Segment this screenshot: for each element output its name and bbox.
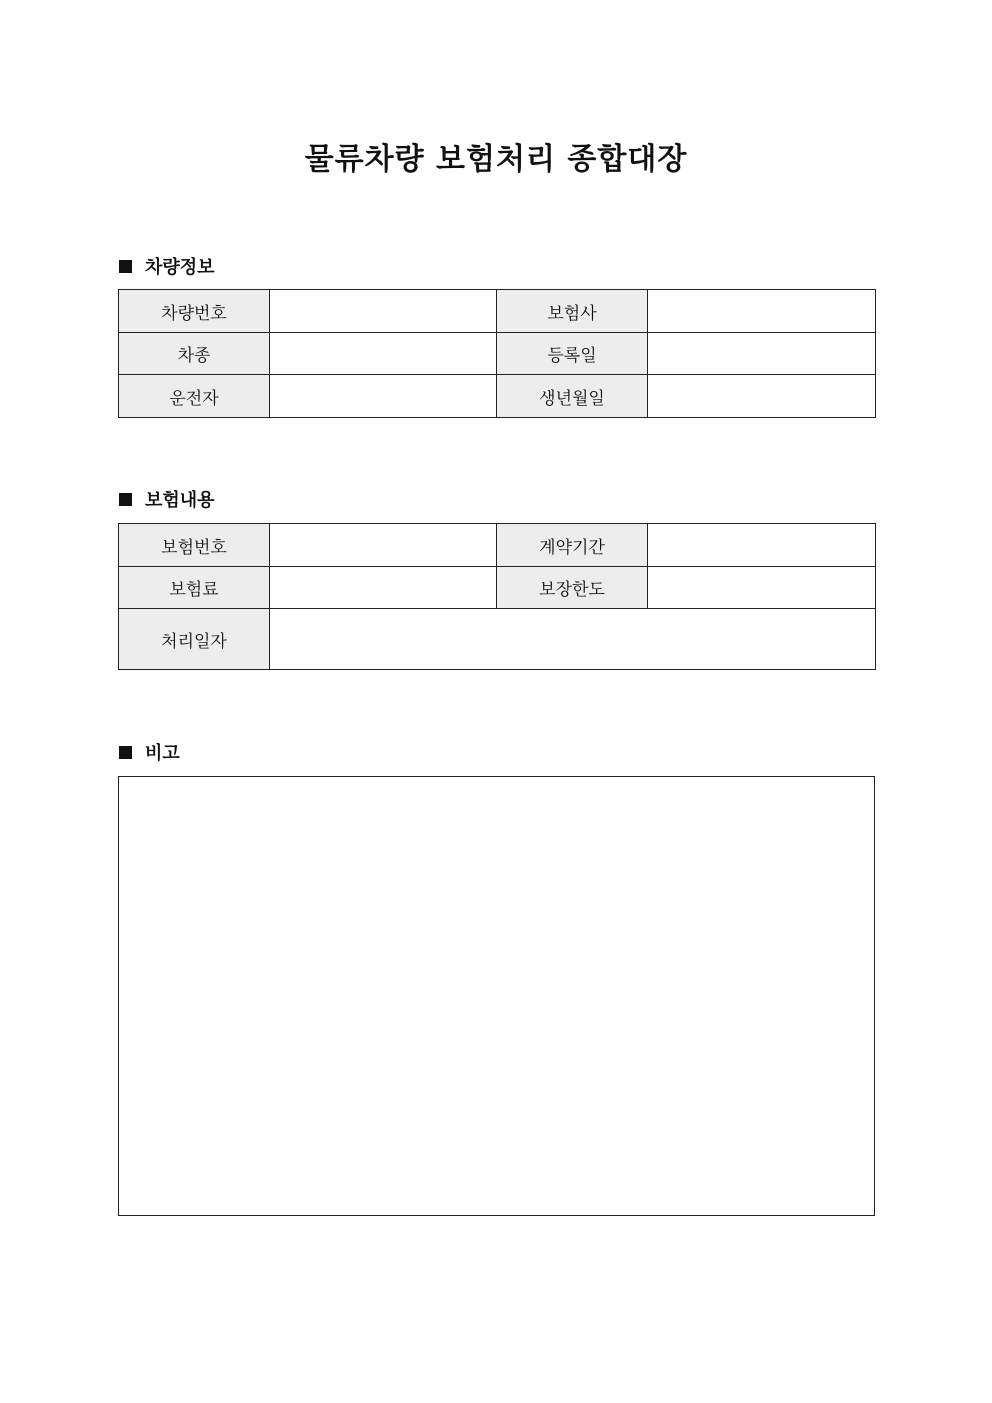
insurance-details-heading-label: 보험내용 xyxy=(145,490,215,511)
remarks-heading xyxy=(119,739,180,765)
table-row xyxy=(119,375,876,418)
driver-label: 운전자 xyxy=(119,375,270,418)
square-bullet-icon xyxy=(119,260,132,273)
vehicle-info-heading xyxy=(119,253,215,279)
vehicle-number-field[interactable] xyxy=(270,290,497,333)
remarks-field[interactable] xyxy=(118,776,875,1216)
document-title: 물류차량 보험처리 종합대장 xyxy=(304,142,688,177)
vehicle-info-heading-label: 차량정보 xyxy=(145,257,215,278)
table-row xyxy=(119,333,876,375)
registration-date-label: 등록일 xyxy=(497,333,648,375)
insurance-details-table xyxy=(118,523,876,670)
vehicle-number-label: 차량번호 xyxy=(119,290,270,333)
insurer-label: 보험사 xyxy=(497,290,648,333)
table-row xyxy=(119,609,876,670)
contract-period-label: 계약기간 xyxy=(497,524,648,567)
vehicle-info-table xyxy=(118,289,876,418)
processing-date-field[interactable] xyxy=(270,609,876,670)
table-row xyxy=(119,290,876,333)
driver-field[interactable] xyxy=(270,375,497,418)
birth-date-field[interactable] xyxy=(648,375,876,418)
registration-date-field[interactable] xyxy=(648,333,876,375)
insurance-details-heading xyxy=(119,486,215,512)
table-row xyxy=(119,567,876,609)
table-row xyxy=(119,524,876,567)
premium-field[interactable] xyxy=(270,567,497,609)
square-bullet-icon xyxy=(119,746,132,759)
vehicle-type-field[interactable] xyxy=(270,333,497,375)
processing-date-label: 처리일자 xyxy=(119,609,270,670)
premium-label: 보험료 xyxy=(119,567,270,609)
coverage-limit-field[interactable] xyxy=(648,567,876,609)
birth-date-label: 생년월일 xyxy=(497,375,648,418)
policy-number-field[interactable] xyxy=(270,524,497,567)
coverage-limit-label: 보장한도 xyxy=(497,567,648,609)
contract-period-field[interactable] xyxy=(648,524,876,567)
vehicle-type-label: 차종 xyxy=(119,333,270,375)
square-bullet-icon xyxy=(119,493,132,506)
remarks-heading-label: 비고 xyxy=(145,743,180,764)
insurer-field[interactable] xyxy=(648,290,876,333)
policy-number-label: 보험번호 xyxy=(119,524,270,567)
